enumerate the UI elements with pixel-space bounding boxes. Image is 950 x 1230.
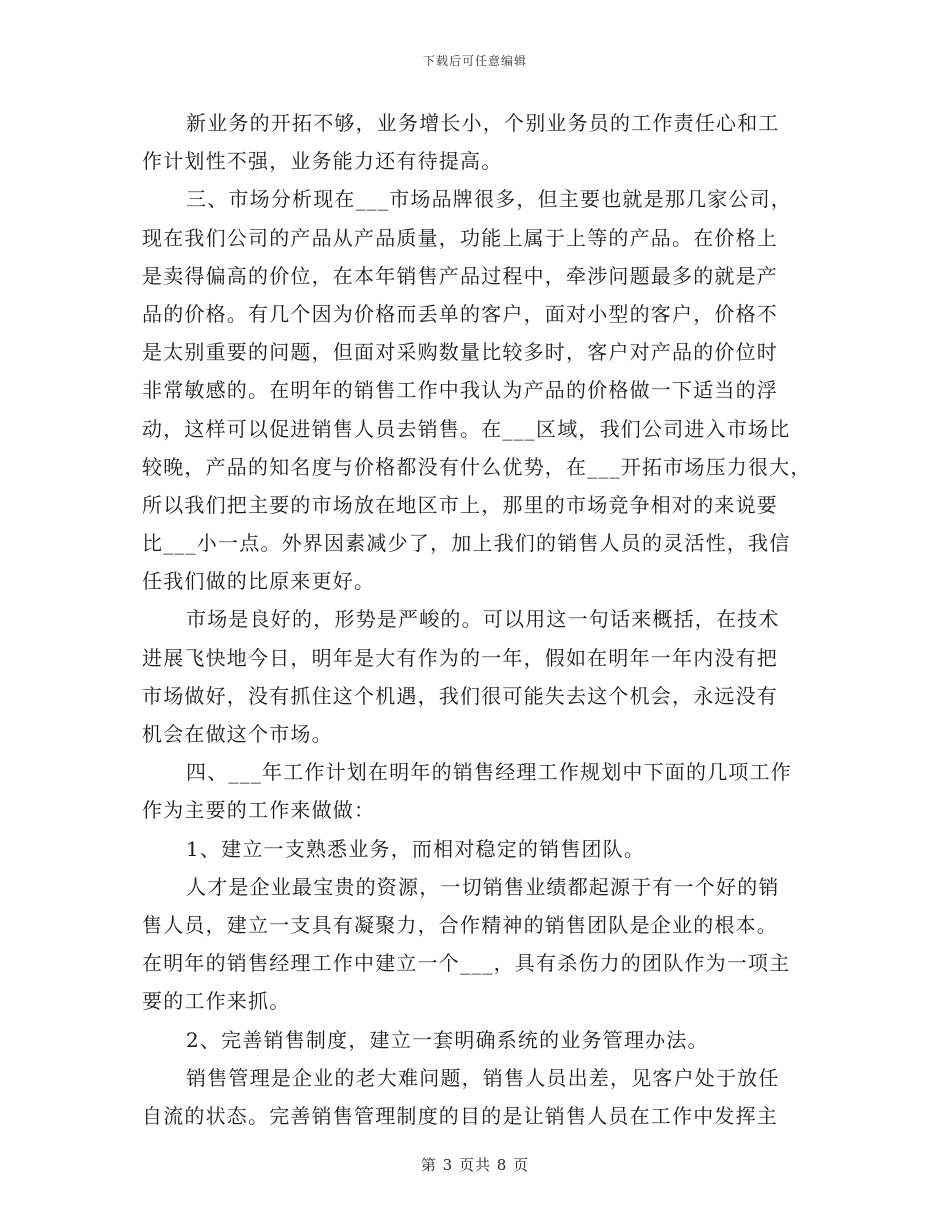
text-line: 进展飞快地今日，明年是大有作为的一年，假如在明年一年内没有把 bbox=[142, 645, 778, 670]
text-line: 三、市场分析现在___市场品牌很多，但主要也就是那几家公司， bbox=[186, 187, 792, 212]
text-line: 是太别重要的问题，但面对采购数量比较多时，客户对产品的价位时 bbox=[142, 340, 778, 365]
text-line: 人才是企业最宝贵的资源，一切销售业绩都起源于有一个好的销 bbox=[186, 874, 780, 899]
text-line: 机会在做这个市场。 bbox=[142, 722, 333, 746]
text-line: 所以我们把主要的市场放在地区市上，那里的市场竞争相对的来说要 bbox=[142, 492, 778, 517]
text-line: 非常敏感的。在明年的销售工作中我认为产品的价格做一下适当的浮 bbox=[142, 378, 778, 403]
text-line: 售人员，建立一支具有凝聚力，合作精神的销售团队是企业的根本。 bbox=[142, 912, 778, 937]
text-line: 较晚，产品的知名度与价格都没有什么优势，在___开拓市场压力很大， bbox=[142, 454, 812, 479]
text-line: 2、完善销售制度，建立一套明确系统的业务管理办法。 bbox=[186, 1027, 709, 1052]
text-line: 作计划性不强，业务能力还有待提高。 bbox=[142, 149, 503, 174]
text-line: 任我们做的比原来更好。 bbox=[142, 569, 376, 594]
document-body bbox=[142, 104, 812, 1135]
text-line: 自流的状态。完善销售管理制度的目的是让销售人员在工作中发挥主 bbox=[142, 1103, 778, 1128]
text-line: 销售管理是企业的老大难问题，销售人员出差，见客户处于放任 bbox=[186, 1065, 780, 1090]
text-line: 市场是良好的，形势是严峻的。可以用这一句话来概括，在技术 bbox=[186, 607, 780, 632]
text-line: 新业务的开拓不够，业务增长小，个别业务员的工作责任心和工 bbox=[186, 111, 780, 135]
text-line: 现在我们公司的产品从产品质量，功能上属于上等的产品。在价格上 bbox=[142, 225, 778, 250]
text-line: 是卖得偏高的价位，在本年销售产品过程中，牵涉问题最多的就是产 bbox=[142, 263, 778, 288]
text-line: 在明年的销售经理工作中建立一个___，具有杀伤力的团队作为一项主 bbox=[142, 951, 791, 976]
page-header: 下载后可任意编辑 bbox=[422, 54, 527, 68]
text-line: 作为主要的工作来做做： bbox=[142, 798, 376, 823]
text-line: 要的工作来抓。 bbox=[142, 989, 291, 1014]
text-line: 动，这样可以促进销售人员去销售。在___区域，我们公司进入市场比 bbox=[142, 416, 791, 441]
text-line: 比___小一点。外界因素减少了，加上我们的销售人员的灵活性，我信 bbox=[142, 531, 791, 556]
text-line: 1、建立一支熟悉业务，而相对稳定的销售团队。 bbox=[186, 836, 646, 861]
text-line: 市场做好，没有抓住这个机遇，我们很可能失去这个机会，永远没有 bbox=[142, 683, 778, 708]
text-line: 品的价格。有几个因为价格而丢单的客户，面对小型的客户，价格不 bbox=[142, 301, 778, 326]
text-line: 四、___年工作计划在明年的销售经理工作规划中下面的几项工作 bbox=[186, 760, 792, 785]
page-number: 第 3 页共 8 页 bbox=[420, 1156, 530, 1174]
